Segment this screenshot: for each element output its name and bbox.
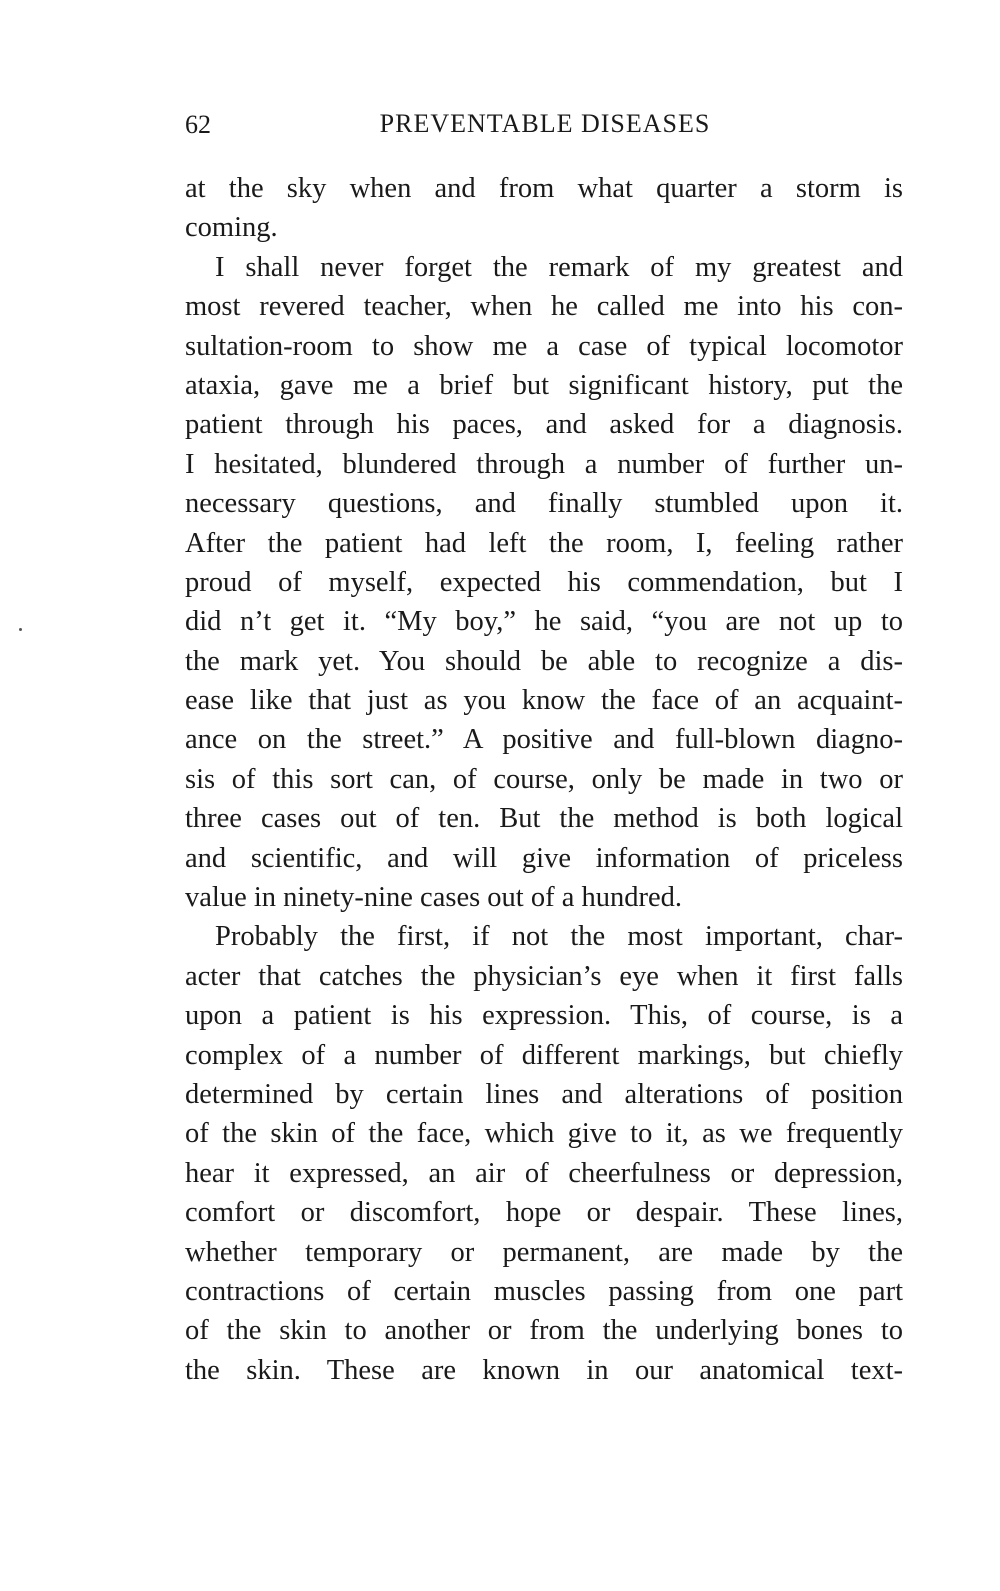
text-line: ease like that just as you know the face of an acquaint- [185,685,903,717]
text-line: sultation-room to show me a case of typical locomotor [185,330,903,362]
text-line: patient through his paces, and asked for a diagnosis. [185,409,903,441]
text-line: hear it expressed, an air of cheerfulness or depression, [185,1157,903,1189]
text-line: ance on the street.” A positive and full-blown diagno- [185,724,903,756]
text-line: ataxia, gave me a brief but significant history, put the [185,369,903,401]
text-line: determined by certain lines and alterations of position [185,1078,903,1110]
text-line: sis of this sort can, of course, only be made in two or [185,763,903,795]
text-line: I hesitated, blundered through a number of further un- [185,448,903,480]
text-line: coming. [185,212,278,244]
page-number: 62 [185,110,211,139]
text-line: most revered teacher, when he called me into his con- [185,291,903,323]
text-line: Probably the first, if not the most important, char- [215,921,903,953]
text-line: After the patient had left the room, I, feeling rather [185,527,903,559]
text-line: contractions of certain muscles passing from one part [185,1275,903,1307]
text-line: upon a patient is his expression. This, of course, is a [185,1000,903,1032]
text-line: three cases out of ten. But the method is both logical [185,803,903,835]
text-line: at the sky when and from what quarter a storm is [185,173,903,204]
scan-speck [19,628,22,631]
page-body-text [185,169,903,1390]
text-line: the mark yet. You should be able to recognize a dis- [185,645,903,677]
text-line: complex of a number of different markings, but chiefly [185,1039,903,1071]
text-line: did n’t get it. “My boy,” he said, “you are not up to [185,606,903,638]
running-title: PREVENTABLE DISEASES [379,109,711,138]
text-line: value in ninety-nine cases out of a hundred. [185,882,683,914]
text-line: and scientific, and will give information of priceless [185,842,903,874]
text-line: necessary questions, and finally stumbled upon it. [185,488,903,520]
text-line: whether temporary or permanent, are made by the [185,1236,903,1268]
text-line: acter that catches the physician’s eye when it first falls [185,960,903,992]
text-line: the skin. These are known in our anatomical text- [185,1354,903,1386]
text-line: of the skin to another or from the underlying bones to [185,1315,903,1347]
text-line: proud of myself, expected his commendation, but I [185,566,903,598]
text-line: I shall never forget the remark of my greatest and [215,251,903,283]
text-line: comfort or discomfort, hope or despair. These lines, [185,1197,903,1229]
text-line: of the skin of the face, which give to it, as we frequently [185,1118,903,1150]
